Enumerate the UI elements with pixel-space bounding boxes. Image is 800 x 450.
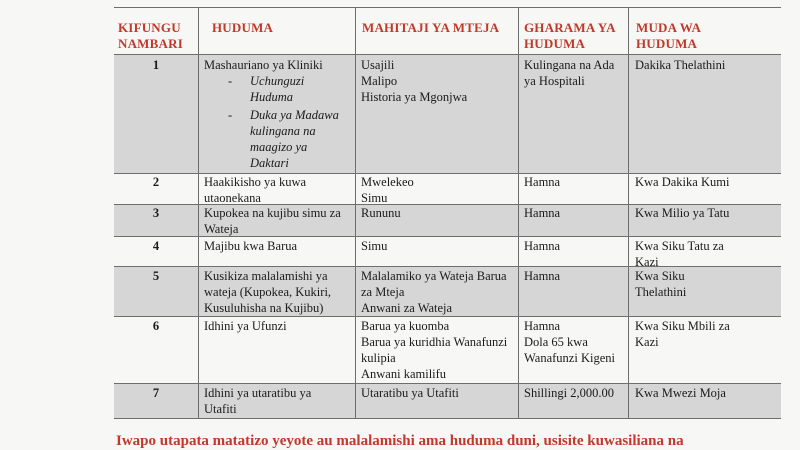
- row-5-requirements: Malalamiko ya Wateja Barua za Mteja Anwani za Wateja: [361, 269, 507, 315]
- row-6-cost: Hamna Dola 65 kwa Wanafunzi Kigeni: [524, 319, 615, 365]
- row-7-number: 7: [152, 386, 160, 400]
- col-rule-4: [628, 7, 629, 418]
- row-6-service: Idhini ya Ufunzi: [204, 319, 287, 333]
- row-5-service: Kusikiza malalamishi ya wateja (Kupokea, Kukiri, Kusuluhisha na Kujibu): [204, 269, 332, 315]
- row-rule-5: [114, 316, 781, 317]
- col-rule-2: [355, 7, 356, 418]
- row-2-requirements: Mwelekeo Simu: [361, 175, 414, 205]
- row-1-cost: Kulingana na Ada ya Hospitali: [524, 58, 615, 88]
- row-5-cost: Hamna: [524, 269, 561, 283]
- row-4-time: Kwa Siku Tatu za Kazi: [635, 239, 724, 269]
- bottom-rule: [114, 418, 781, 419]
- row-6-number: 6: [152, 319, 160, 333]
- row-rule-6: [114, 383, 781, 384]
- row-1-subitem-1: Uchunguzi Huduma: [250, 74, 305, 104]
- row-3-number: 3: [152, 206, 160, 220]
- row-3-requirements: Rununu: [361, 206, 401, 220]
- footer-notice: Iwapo utapata matatizo yeyote au malalamishi ama huduma duni, usisite kuwasiliana na: [116, 433, 684, 449]
- row-7-service: Idhini ya utaratibu ya Utafiti: [204, 386, 312, 416]
- row-6-time: Kwa Siku Mbili za Kazi: [635, 319, 730, 349]
- header-kifungu-nambari: KIFUNGU NAMBARI: [118, 20, 183, 51]
- row-7-cost: Shillingi 2,000.00: [524, 386, 614, 400]
- row-7-time: Kwa Mwezi Moja: [635, 386, 726, 400]
- row-2-number: 2: [152, 175, 160, 189]
- row-2-service: Haakikisho ya kuwa utaonekana: [204, 175, 307, 205]
- row-3-time: Kwa Milio ya Tatu: [635, 206, 730, 220]
- row-3-service: Kupokea na kujibu simu za Wateja: [204, 206, 341, 236]
- row-4-requirements: Simu: [361, 239, 388, 253]
- row-1-service: Mashauriano ya Kliniki: [204, 58, 323, 72]
- col-rule-1: [198, 7, 199, 418]
- header-huduma: HUDUMA: [212, 20, 274, 35]
- row-1-time: Dakika Thelathini: [635, 58, 726, 72]
- row-4-number: 4: [152, 239, 160, 253]
- row-5-number: 5: [152, 269, 160, 283]
- header-gharama: GHARAMA YA HUDUMA: [524, 20, 616, 51]
- row-7-requirements: Utaratibu ya Utafiti: [361, 386, 459, 400]
- row-2-cost: Hamna: [524, 175, 561, 189]
- row-1-number: 1: [152, 58, 160, 72]
- row-2-time: Kwa Dakika Kumi: [635, 175, 730, 189]
- header-muda: MUDA WA HUDUMA: [636, 20, 702, 51]
- row-5-time: Kwa Siku Thelathini: [635, 269, 687, 299]
- row-3-cost: Hamna: [524, 206, 561, 220]
- row-1-subitem-1-dash: -: [228, 74, 233, 88]
- row-4-cost: Hamna: [524, 239, 561, 253]
- row-6-requirements: Barua ya kuomba Barua ya kuridhia Wanafunzi kulipia Anwani kamilifu: [361, 319, 508, 381]
- col-rule-3: [518, 7, 519, 418]
- top-rule: [114, 7, 781, 8]
- row-4-service: Majibu kwa Barua: [204, 239, 298, 253]
- row-1-subitem-2: Duka ya Madawa kulingana na maagizo ya Daktari: [250, 108, 339, 170]
- header-mahitaji: MAHITAJI YA MTEJA: [362, 20, 500, 35]
- row-1-requirements: Usajili Malipo Historia ya Mgonjwa: [361, 58, 468, 104]
- row-1-subitem-2-dash: -: [228, 108, 233, 122]
- header-rule: [114, 54, 781, 55]
